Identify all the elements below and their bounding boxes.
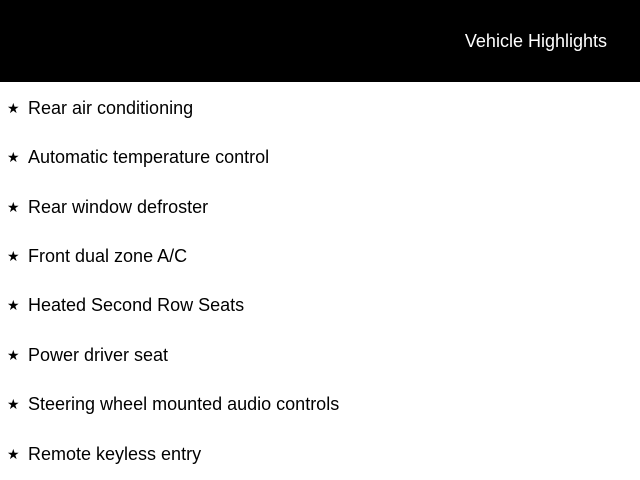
highlight-label: Heated Second Row Seats: [28, 295, 245, 315]
list-item: [0, 244, 640, 274]
highlight-label: Power driver seat: [28, 345, 169, 365]
list-item: [0, 145, 640, 175]
highlight-label: Rear air conditioning: [28, 98, 194, 118]
star-icon: ★: [7, 297, 20, 313]
highlight-label: Front dual zone A/C: [28, 246, 188, 266]
list-item: [0, 442, 640, 472]
star-icon: ★: [7, 199, 20, 215]
star-icon: ★: [7, 149, 20, 165]
highlight-label: Steering wheel mounted audio controls: [28, 394, 340, 414]
list-item: [0, 343, 640, 373]
header-bar: [0, 0, 640, 82]
star-icon: ★: [7, 248, 20, 264]
list-item: [0, 392, 640, 422]
highlight-label: Automatic temperature control: [28, 147, 270, 167]
list-item: [0, 195, 640, 225]
highlight-label: Rear window defroster: [28, 197, 209, 217]
header-title: Vehicle Highlights: [464, 31, 607, 51]
star-icon: ★: [7, 100, 20, 116]
list-item: [0, 293, 640, 323]
highlight-label: Remote keyless entry: [28, 444, 202, 464]
star-icon: ★: [7, 396, 20, 412]
list-item: [0, 96, 640, 126]
star-icon: ★: [7, 347, 20, 363]
star-icon: ★: [7, 446, 20, 462]
